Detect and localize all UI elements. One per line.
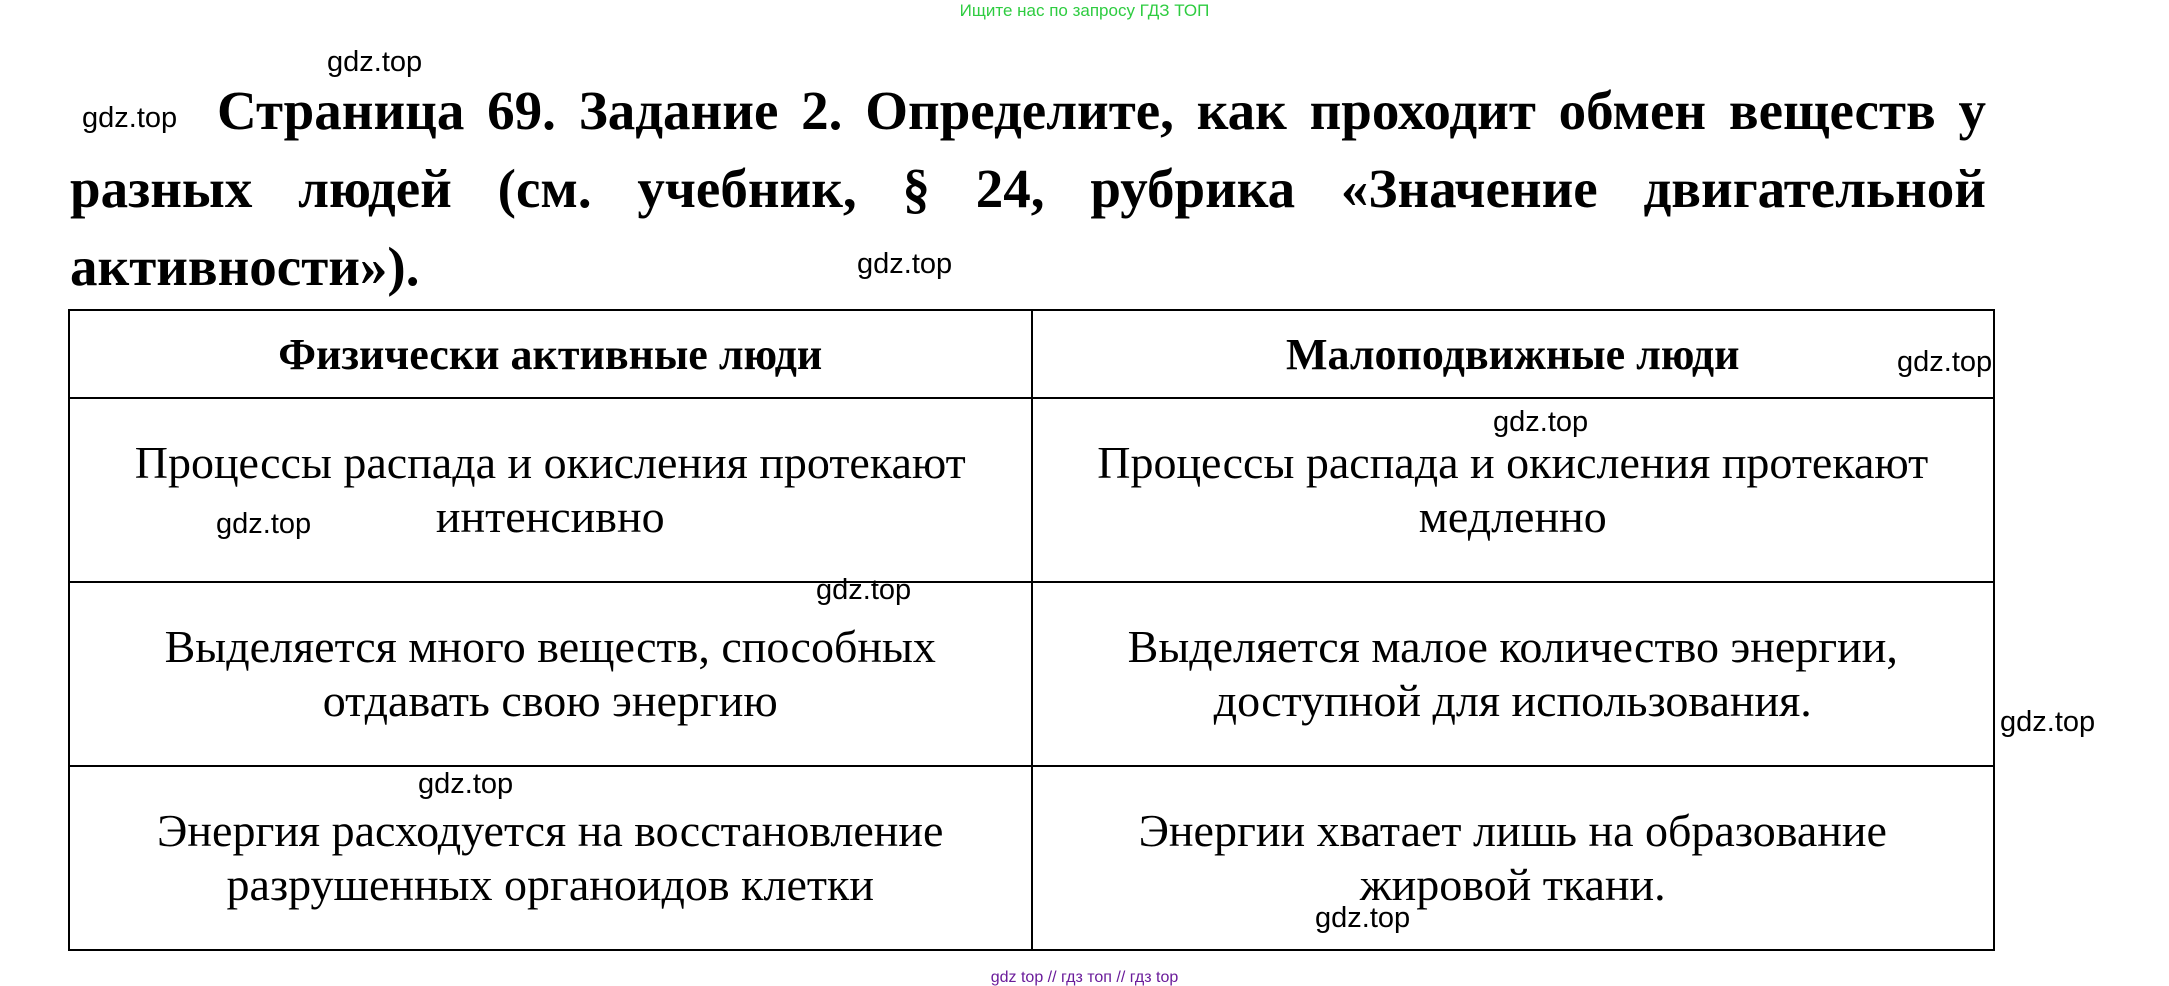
task-heading (70, 72, 1986, 306)
watermark: gdz.top (2000, 706, 2096, 738)
footer-link[interactable]: gdz top (990, 969, 1044, 986)
table-cell: Энергия расходуется на восстановление разрушенных органоидов клетки (69, 766, 1032, 950)
watermark: gdz.top (857, 248, 953, 280)
table-row (69, 398, 1994, 582)
footer-link[interactable]: гдз top (1129, 969, 1179, 986)
table-cell: Процессы распада и окисления протекают интенсивно (69, 398, 1032, 582)
heading-text: Страница 69. Задание 2. Определите, как проходит обмен веществ у разных людей (см. учебник, § 24, рубрика «Значение двигательной активности»). (70, 80, 1986, 297)
watermark: gdz.top (1493, 406, 1589, 438)
table-header-row (69, 310, 1994, 398)
watermark: gdz.top (1897, 346, 1993, 378)
table-row (69, 766, 1994, 950)
footer-links (0, 970, 2169, 986)
watermark: gdz.top (216, 508, 312, 540)
watermark: gdz.top (82, 102, 178, 134)
footer-separator: // (1047, 969, 1057, 986)
footer-separator: // (1116, 969, 1126, 986)
table-row (69, 582, 1994, 766)
header-active-people: Физически активные люди (69, 310, 1032, 398)
comparison-table (68, 309, 1995, 951)
table-cell: Выделяется много веществ, способных отдавать свою энергию (69, 582, 1032, 766)
table-cell: Энергии хватает лишь на образование жировой ткани. (1032, 766, 1995, 950)
watermark: gdz.top (816, 574, 912, 606)
header-sedentary-people: Малоподвижные люди (1032, 310, 1995, 398)
footer-link[interactable]: гдз топ (1061, 969, 1112, 986)
watermark: gdz.top (327, 46, 423, 78)
table-cell: Выделяется малое количество энергии, доступной для использования. (1032, 582, 1995, 766)
top-banner: Ищите нас по запросу ГДЗ ТОП (959, 1, 1210, 20)
watermark: gdz.top (418, 768, 514, 800)
table-cell: Процессы распада и окисления протекают медленно (1032, 398, 1995, 582)
watermark: gdz.top (1315, 902, 1411, 934)
